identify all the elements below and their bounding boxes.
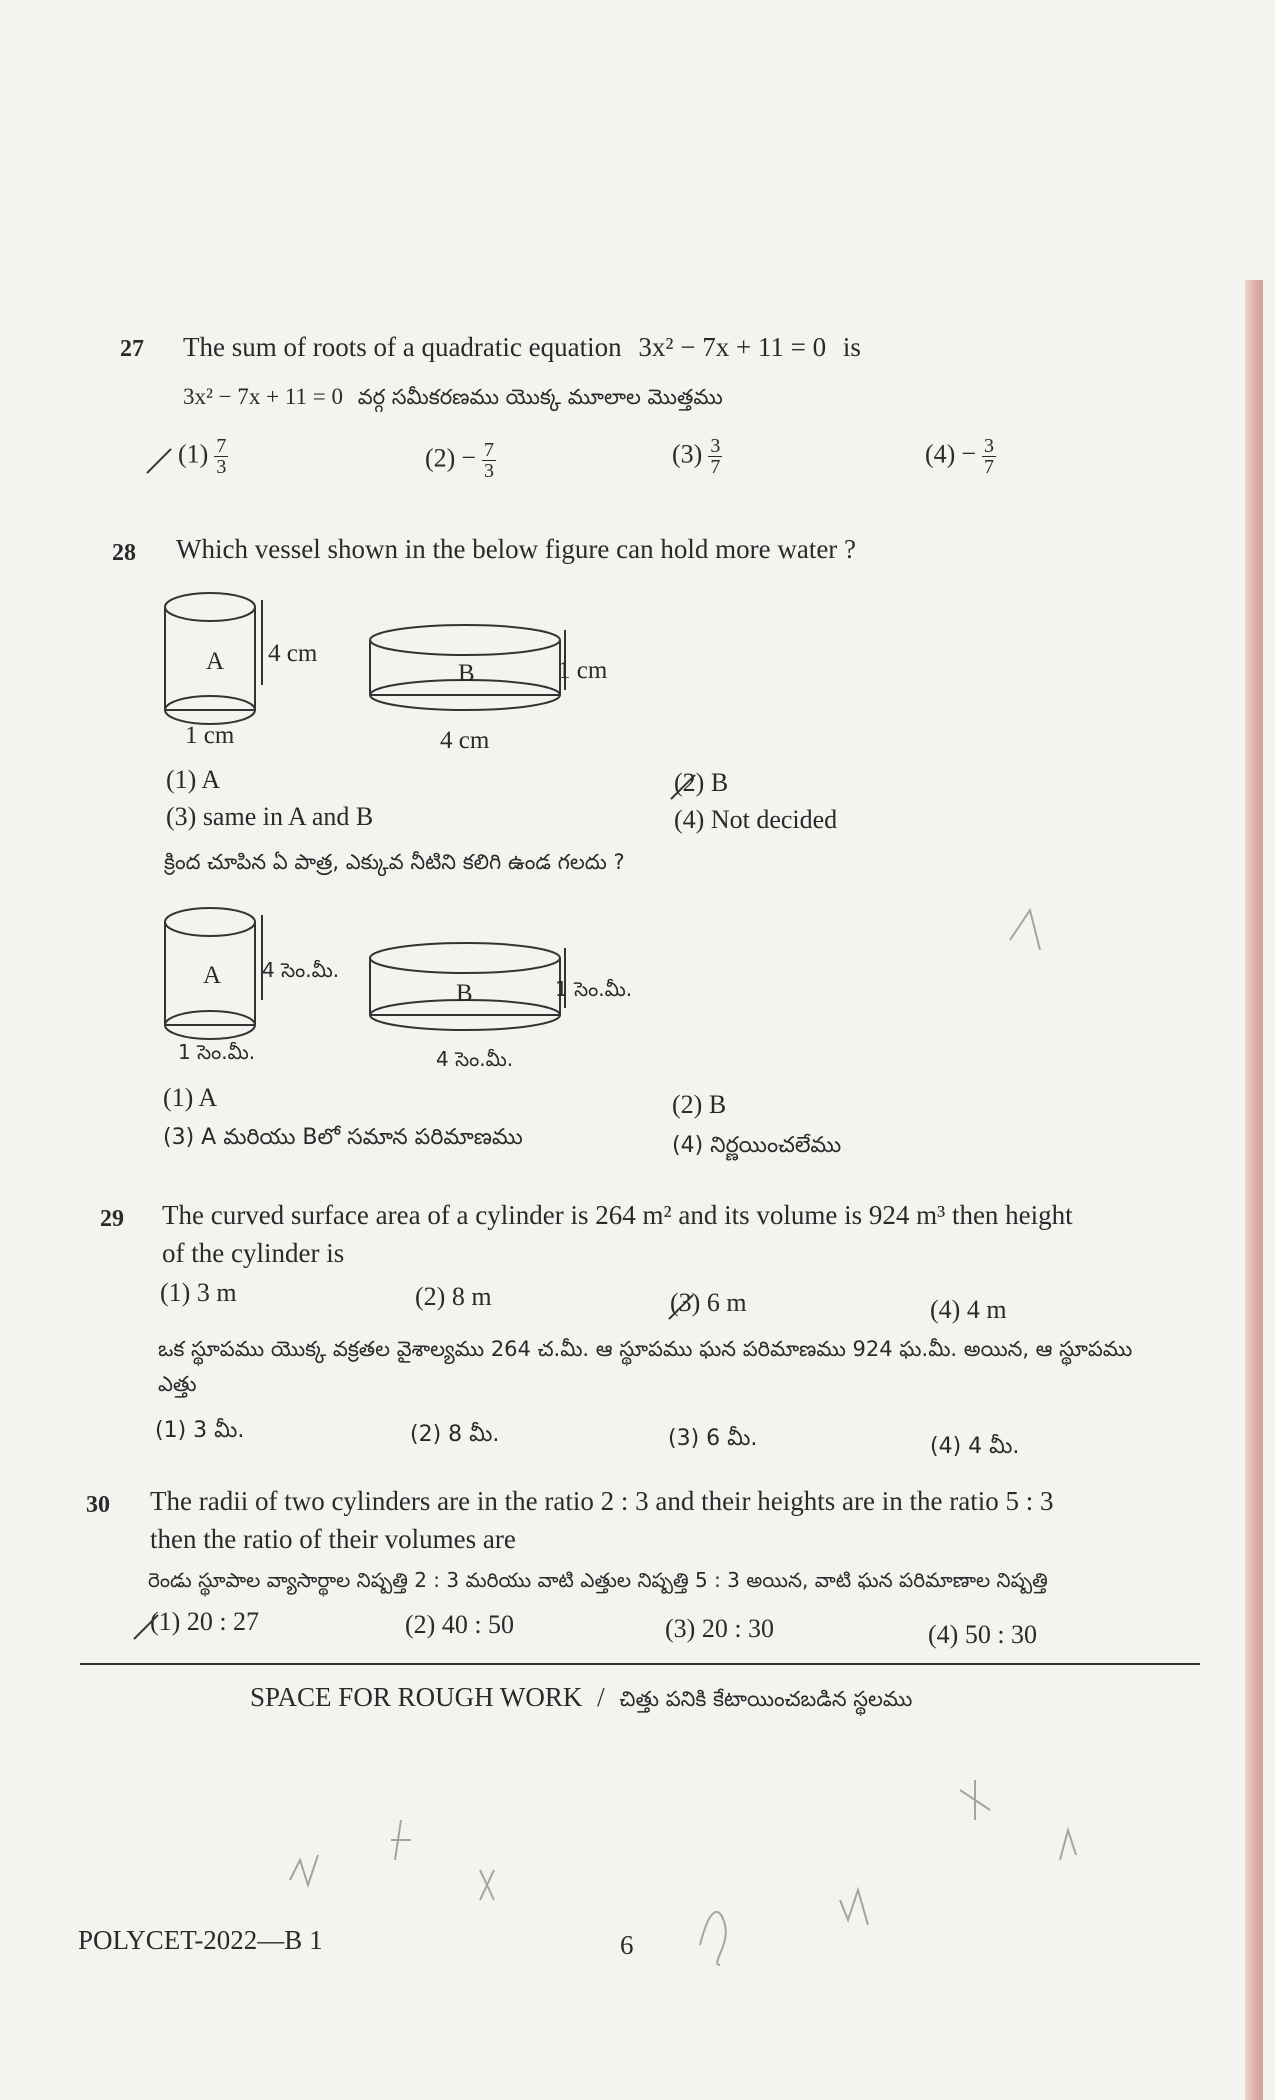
question-text-te: రెండు స్థూపాల వ్యాసార్థాల నిష్పత్తి 2 : 3 మరియు వాటి ఎత్తుల నిష్పత్తి 5 : 3 అయిన, వాటి ఘన పరిమాణాల నిష్పత్తి [148,1568,1048,1592]
option-label: (2) [425,443,456,473]
cylinder-a-height-label: 4 cm [268,640,318,667]
minus-sign: − [961,439,976,469]
option-1-en[interactable]: (1) A [166,765,221,794]
option-2-te[interactable]: (2) 8 మీ. [410,1422,500,1447]
question-text-en-1: The curved surface area of a cylinder is 264 m² and its volume is 924 m³ then height [162,1200,1073,1230]
question-text-en-2: then the ratio of their volumes are [150,1524,516,1554]
cylinder-b-label: B [458,660,475,687]
option-1-te[interactable]: (1) 3 మీ. [155,1418,245,1443]
option-3-en[interactable]: (3) same in A and B [166,802,374,831]
option-label: (3) [672,439,703,469]
option-2-en[interactable]: (2) 8 m [415,1282,492,1311]
option-4-te[interactable]: (4) 4 మీ. [930,1434,1020,1459]
cylinder-a-width-label: 1 cm [185,722,235,749]
option-3-te[interactable]: (3) 6 మీ. [668,1426,758,1451]
option-1-en[interactable]: (1) 3 m [160,1278,237,1307]
minus-sign: − [461,443,476,473]
question-text-telugu: వర్గ సమీకరణము యొక్క మూలాల మొత్తము [357,385,723,409]
footer-exam-code: POLYCET-2022—B 1 [78,1925,323,1955]
option-4[interactable]: (4) 50 : 30 [928,1620,1038,1649]
equation-te: 3x² − 7x + 11 = 0 [183,384,343,409]
option-2[interactable]: (2) 40 : 50 [405,1610,515,1639]
cylinder-a-width-label: 1 సెం.మీ. [178,1040,256,1064]
cylinder-b-label: B [456,980,473,1007]
option-2-en[interactable]: (2) B [674,768,729,797]
option-2-te[interactable]: (2) B [672,1090,727,1119]
question-text-en: Which vessel shown in the below figure can hold more water ? [176,534,857,564]
option-label: (1) [178,439,209,469]
option-3-en[interactable]: (3) 6 m [670,1288,747,1317]
rough-work-title-te: చిత్తు పనికి కేటాయించబడిన స్థలము [619,1687,913,1711]
question-number: 28 [112,540,136,566]
option-4-en[interactable]: (4) Not decided [674,805,838,834]
question-text-te-1: ఒక స్థూపము యొక్క వక్రతల వైశాల్యము 264 చ.మీ. ఆ స్థూపము ఘన పరిమాణము 924 ఘ.మీ. అయిన, ఆ స్థూపము [158,1337,1133,1361]
title-separator: / [597,1682,605,1712]
equation: 3x² − 7x + 11 = 0 [638,332,827,362]
question-text-te-2: ఎత్తు [158,1372,197,1396]
rough-work-title-en: SPACE FOR ROUGH WORK [250,1682,583,1712]
question-text: The sum of roots of a quadratic equation [183,332,622,362]
option-label: (4) [925,439,956,469]
numerator: 3 [984,435,994,457]
question-number: 29 [100,1206,124,1232]
question-number: 27 [120,336,144,362]
option-3-te[interactable]: (3) A మరియు Bలో సమాన పరిమాణము [163,1125,523,1150]
numerator: 7 [216,435,227,457]
option-1-te[interactable]: (1) A [163,1083,218,1112]
numerator: 7 [484,439,494,461]
option-4-en[interactable]: (4) 4 m [930,1295,1007,1324]
cylinder-a-height-label: 4 సెం.మీ. [262,958,340,982]
cylinder-b-height-label: 1 cm [558,657,608,684]
numerator: 3 [710,435,721,457]
denominator: 7 [710,456,721,478]
question-text-te: క్రింద చూపిన ఏ పాత్ర, ఎక్కువ నీటిని కలిగి ఉండ గలదు ? [164,850,625,874]
cylinder-b-width-label: 4 సెం.మీ. [436,1047,514,1071]
denominator: 3 [484,460,494,482]
option-3[interactable]: (3) 20 : 30 [665,1614,775,1643]
cylinder-a-label: A [203,962,222,989]
cylinder-b-width-label: 4 cm [440,727,490,754]
question-text-en-1: The radii of two cylinders are in the ratio 2 : 3 and their heights are in the ratio 5 : 3 [150,1486,1054,1516]
denominator: 3 [216,456,227,478]
question-text-en-2: of the cylinder is [162,1238,345,1268]
cylinder-b-height-label: 1 సెం.మీ. [555,977,633,1001]
question-number: 30 [86,1492,110,1518]
denominator: 7 [984,456,994,478]
option-4-te[interactable]: (4) నిర్ణయించలేము [672,1133,842,1158]
option-1[interactable]: (1) 20 : 27 [150,1607,260,1636]
cylinder-a-label: A [206,648,225,675]
footer-page-number: 6 [620,1930,634,1960]
question-suffix: is [842,332,861,362]
